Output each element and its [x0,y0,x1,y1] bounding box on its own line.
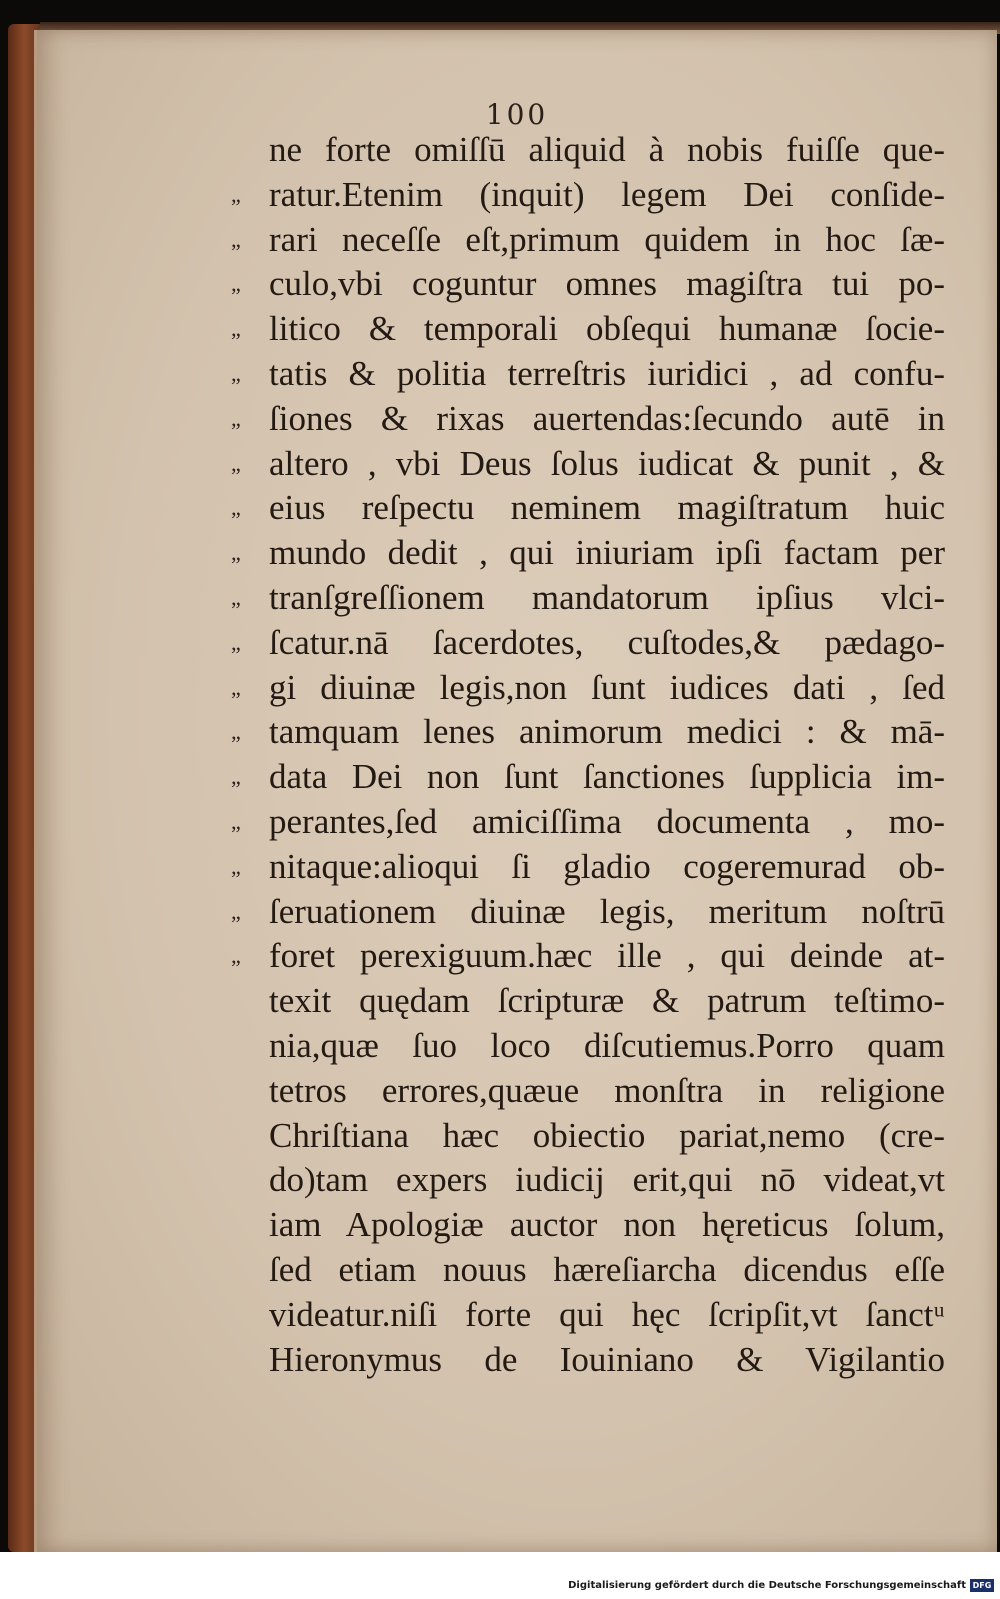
text-line [231,352,945,397]
text-line [269,1248,945,1293]
text-line-content: ratur.Etenim (inquit) legem Dei conſide- [269,174,945,214]
text-line-content: ſeruationem diuinæ legis, meritum noſtrū [269,891,945,931]
text-line-content: rari neceſſe eſt,primum quidem in hoc ſæ- [269,219,945,259]
text-line-content: foret perexiguum.hæc ille , qui deinde at- [269,936,945,976]
text-line [231,934,945,979]
text-block [231,128,945,1382]
text-line-content: litico & temporali obſequi humanæ ſocie- [269,309,945,349]
quote-marker: „ [231,226,241,252]
text-line [269,1293,945,1338]
quote-marker: „ [231,181,241,207]
text-line [231,666,945,711]
footer-bar [0,1552,1000,1599]
text-line-content: do)tam expers iudicij erit,qui nō videat,vt [269,1160,945,1200]
text-line-content: altero , vbi Deus ſolus iudicat & punit , & [269,443,945,483]
text-line-content: tranſgreſſionem mandatorum ipſius vlci- [269,577,945,617]
quote-marker: „ [231,898,241,924]
text-line-content: Hieronymus de Iouiniano & Vigilantio [269,1339,945,1379]
text-line-content: nia,quæ ſuo loco diſcutiemus.Porro quam [269,1025,945,1065]
text-line [231,576,945,621]
text-line-content: Chriſtiana hæc obiectio pariat,nemo (cre- [269,1115,945,1155]
text-line [269,1114,945,1159]
quote-marker: „ [231,584,241,610]
text-line [231,710,945,755]
text-line [231,218,945,263]
text-line [269,979,945,1024]
quote-marker: „ [231,719,241,745]
text-line-content: data Dei non ſunt ſanctiones ſupplicia im- [269,757,945,797]
text-line [231,845,945,890]
quote-marker: „ [231,540,241,566]
text-line-content: texit quędam ſcripturæ & patrum teſtimo- [269,981,945,1021]
text-line-content: ſcatur.nā ſacerdotes, cuſtodes,& pædago- [269,622,945,662]
dfg-logo: DFG [970,1579,994,1592]
text-line-content: tatis & politia terreſtris iuridici , ad confu- [269,353,945,393]
text-line [231,531,945,576]
quote-marker: „ [231,360,241,386]
text-line-content: nitaque:alioqui ſi gladio cogeremurad ob- [269,846,945,886]
quote-marker: „ [231,629,241,655]
text-line-content: ſed etiam nouus hæreſiarcha dicendus eſſe [269,1249,945,1289]
text-line-content: tetros errores,quæue monſtra in religione [269,1070,945,1110]
text-line-content: videatur.niſi forte qui hęc ſcripſit,vt ſanctᵘ [269,1294,945,1334]
text-line [231,755,945,800]
quote-marker: „ [231,853,241,879]
text-line-content: tamquam lenes animorum medici : & mā- [269,712,945,752]
footer-credit: Digitalisierung gefördert durch die Deutsche Forschungsgemeinschaft [568,1580,966,1591]
text-line [231,486,945,531]
quote-marker: „ [231,808,241,834]
quote-marker: „ [231,271,241,297]
text-line [231,621,945,666]
quote-marker: „ [231,674,241,700]
text-line [269,1203,945,1248]
text-line-content: eius reſpectu neminem magiſtratum huic [269,488,945,528]
text-line [269,1338,945,1383]
text-line-content: culo,vbi coguntur omnes magiſtra tui po- [269,264,945,304]
quote-marker: „ [231,764,241,790]
quote-marker: „ [231,405,241,431]
text-line [231,890,945,935]
text-line [269,128,945,173]
text-line [269,1024,945,1069]
text-line [269,1158,945,1203]
quote-marker: „ [231,316,241,342]
text-line [231,397,945,442]
quote-marker: „ [231,495,241,521]
page-number: 100 [485,98,549,131]
text-line-content: mundo dedit , qui iniuriam ipſi factam per [269,533,945,573]
text-line [231,442,945,487]
quote-marker: „ [231,450,241,476]
text-line [269,1069,945,1114]
text-line-content: perantes,ſed amiciſſima documenta , mo- [269,801,945,841]
quote-marker: „ [231,943,241,969]
text-line [231,262,945,307]
text-line-content: ne forte omiſſū aliquid à nobis fuiſſe que- [269,130,945,169]
book-page [34,30,997,1552]
text-line [231,307,945,352]
text-line-content: gi diuinæ legis,non ſunt iudices dati , ſed [269,667,945,707]
text-line [231,800,945,845]
text-line-content: iam Apologiæ auctor non hęreticus ſolum, [269,1205,945,1245]
text-line [231,173,945,218]
text-line-content: ſiones & rixas auertendas:ſecundo autē in [269,398,945,438]
